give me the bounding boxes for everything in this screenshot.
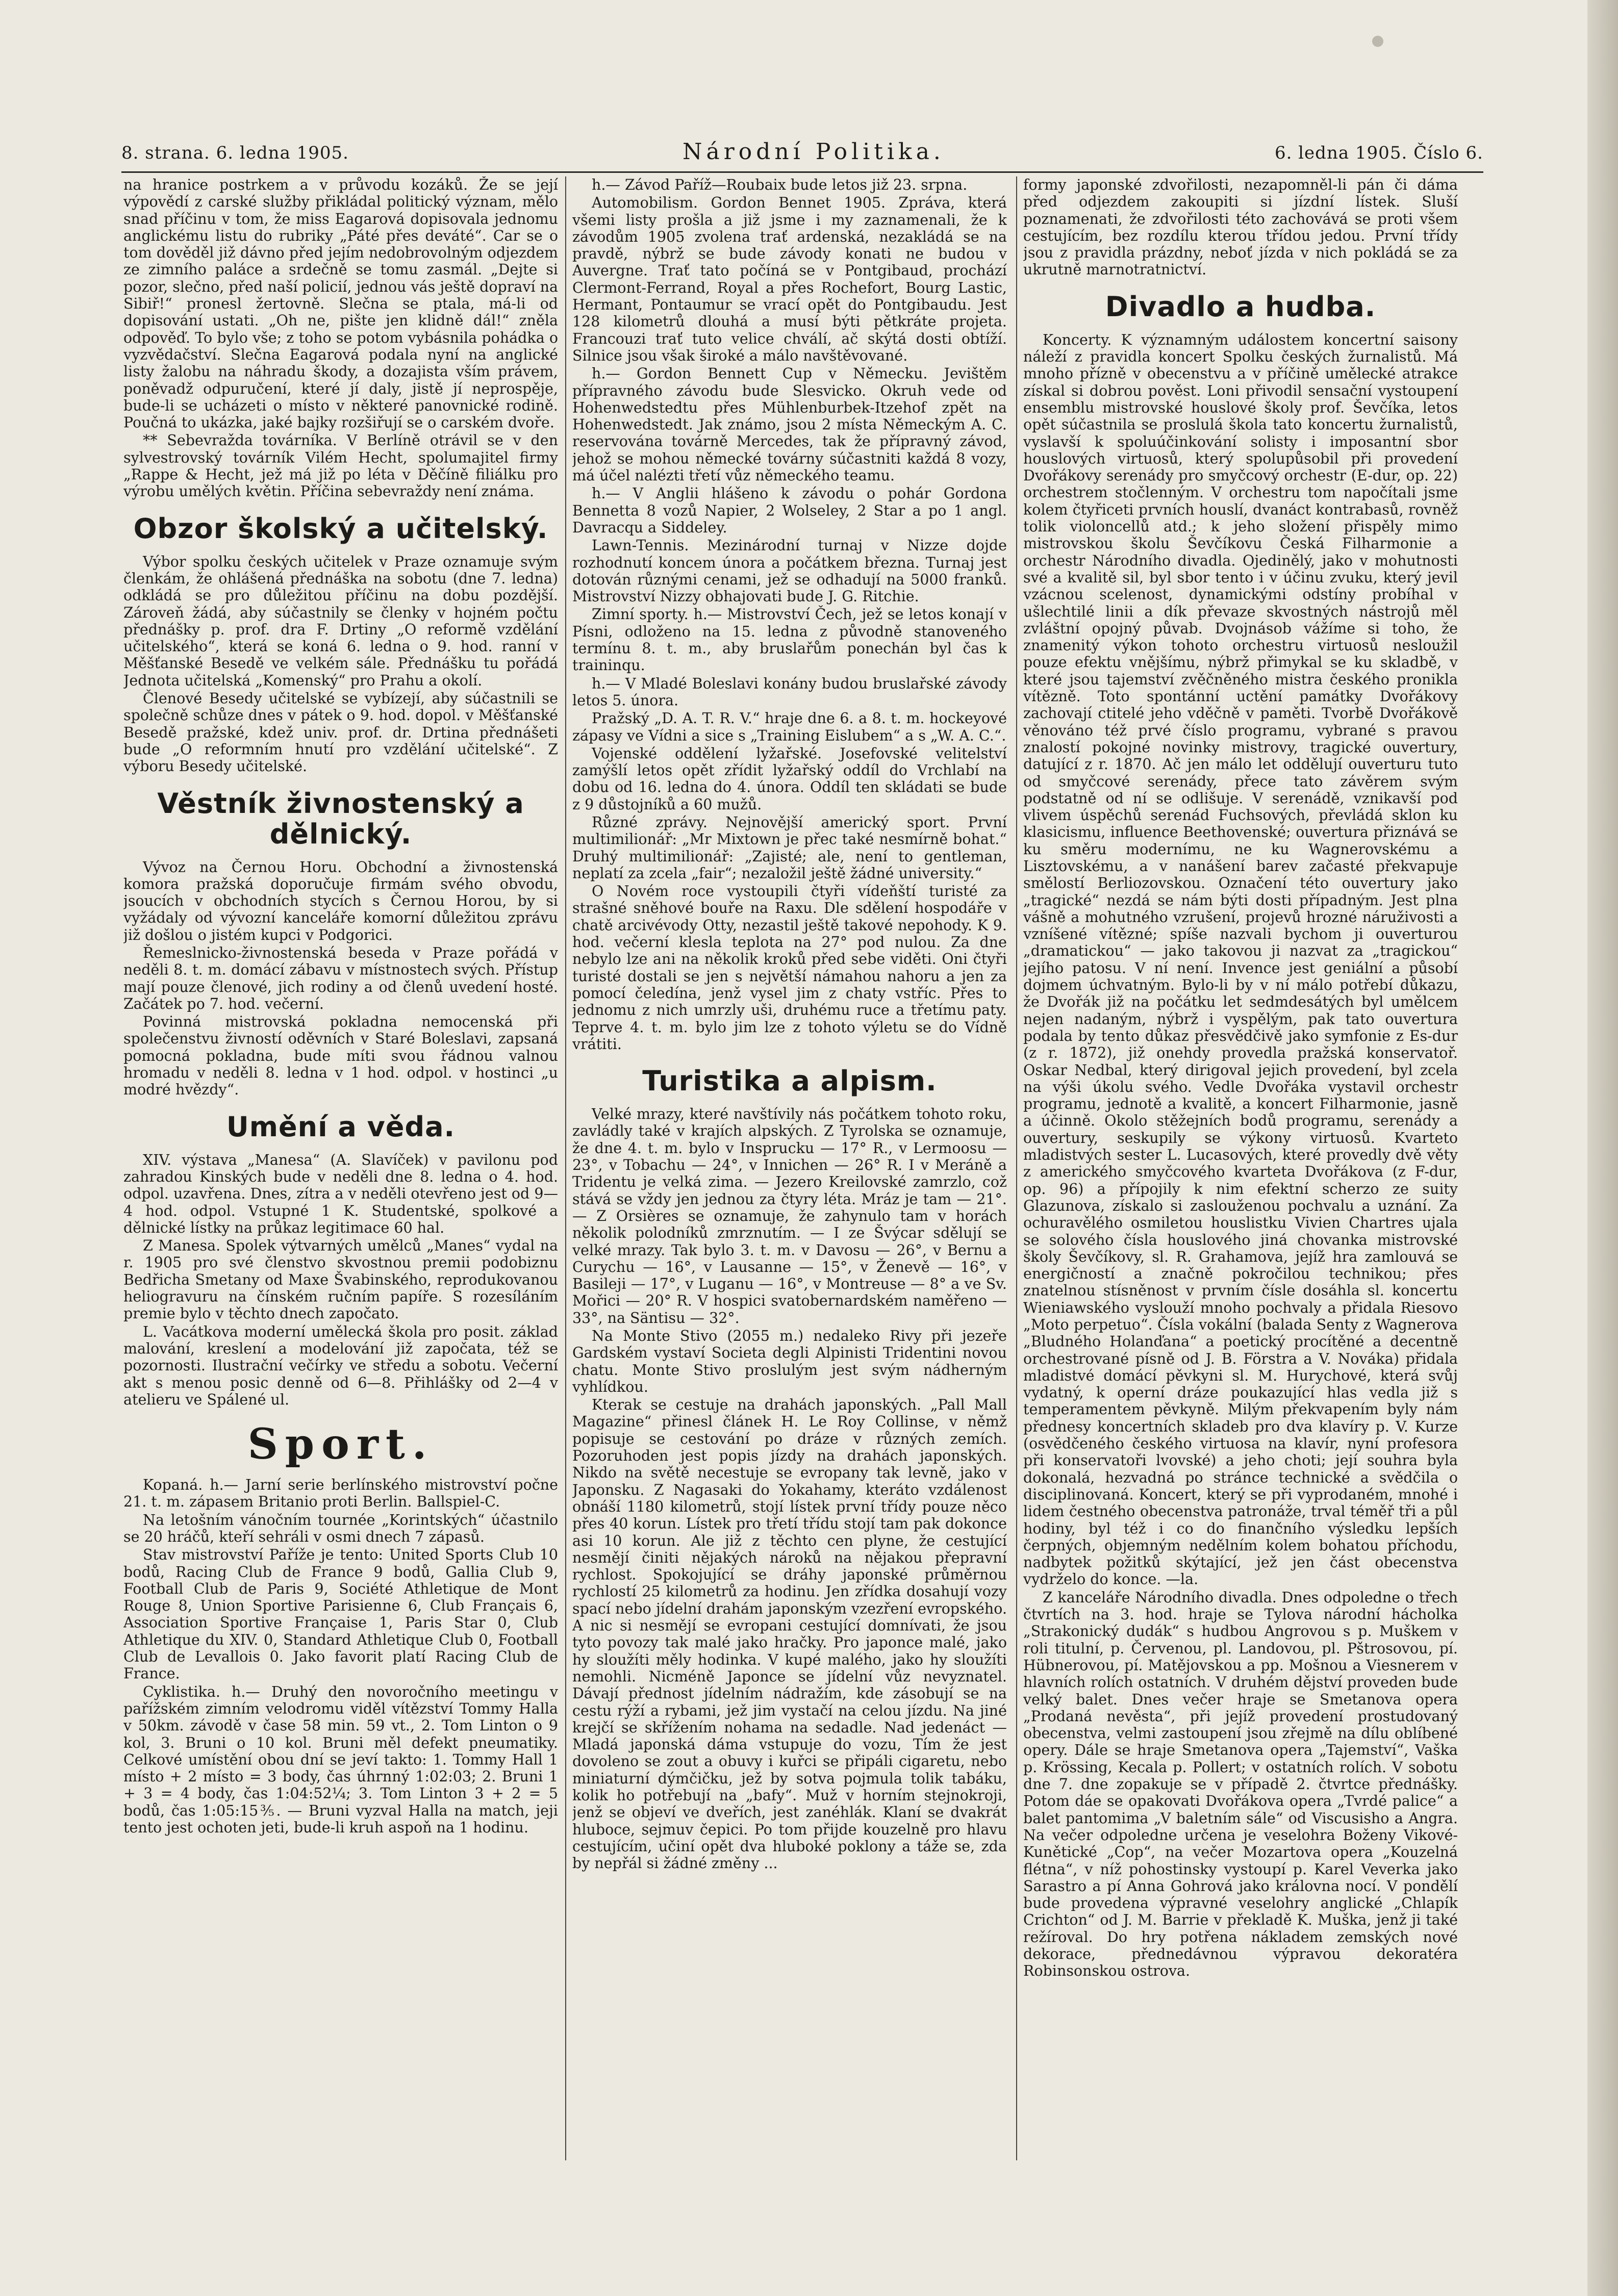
article-paragraph: Pražský „D. A. T. R. V.“ hraje dne 6. a 8. t. m. hockeyové zápasy ve Vídni a sice s „Training Eislubem“ a s „W. A. C.“.: [572, 710, 1007, 744]
article-paragraph: Řemeslnicko-živnostenská beseda v Praze pořádá v neděli 8. t. m. domácí zábavu v místnostech svých. Přístup mají pouze členové, jich rodiny a od členů uvedení hosté. Začátek po 7. hod. večerní.: [123, 944, 558, 1012]
article-paragraph: Výbor spolku českých učitelek v Praze oznamuje svým členkám, že ohlášená přednáška na sobotu (dne 7. ledna) odkládá se pro důležitou příčinu na dobu pozdější. Zároveň žádá, aby súčastnily se členky v hojném počtu přednášky p. prof. dra F. Drtiny „O reformě vzdělání učitelského“, která se koná 6. ledna o 9. hod. ranní v Měšťanské Besedě ve velkém sále. Přednášku tu pořádá Jednota učitelská „Komenský“ pro Prahu a okolí.: [123, 553, 558, 689]
article-paragraph: na hranice postrkem a v průvodu kozáků. Že se její výpovědí z carské služby přikládal politický význam, mělo snad příčinu v tom, že miss Eagarová dopisovala jednomu anglickému listu do rubriky „Páté přes deváté“. Car se o tom dověděl již dávno před jejím nedobrovolným odjezdem ze zimního paláce a srdečně se tomu zasmál. „Dejte si pozor, slečno, před naší policií, jednou vás ještě dopraví na Sibiř!“ pronesl žertovně. Slečna se ptala, má-li od dopisování ustati. „Oh ne, pište jen klidně dál!“ zněla odpověď. To bylo vše; z toho se potom vybásnila pohádka o vyzvědačství. Slečna Eagarová podala nyní na anglické listy žalobu na náhradu škody, a dozajista vším právem, poněvadž odpuručení, které jí daly, jistě jí neprospěje, bude-li se ucházeti o místo v některé panovnické rodině. Poučná to ukázka, jaké bajky rozšiřují se o carském dvoře.: [123, 176, 558, 431]
masthead-title: Národní Politika.: [682, 139, 945, 165]
article-paragraph: Na Monte Stivo (2055 m.) nedaleko Rivy při jezeře Gardském vystaví Societa degli Alpinisti Tridentini novou chatu. Monte Stivo proslulým jest svým nádherným vyhlídkou.: [572, 1328, 1007, 1395]
article-paragraph: Kopaná. h.— Jarní serie berlínského mistrovství počne 21. t. m. zápasem Britanio proti Berlin. Ballspiel-C.: [123, 1476, 558, 1511]
section-heading-trade: Věstník živnostenský a dělnický.: [157, 787, 524, 850]
article-paragraph: O Novém roce vystoupili čtyři vídeňští turisté za strašné sněhové bouře na Raxu. Dle sdělení hospodáře v chatě arcivévody Otty, nezastil ještě takové nepohody. K 9. hod. večerní klesla teplota na 27° pod nulou. Za dne nebylo lze ani na několik kroků před sebe viděti. Oni čtyři turisté dostali se jen s největší námahou nahoru a jen za pomocí čeledína, jenž vysel jim z chaty vstříc. Přes to jednomu z nich umrzly uši, druhému ruce a třetímu paty. Teprve 4. t. m. bylo jim lze z tohoto výletu se do Vídně vrátiti.: [572, 883, 1007, 1053]
column-2: [572, 176, 1007, 2160]
article-paragraph: Kterak se cestuje na drahách japonských. „Pall Mall Magazine“ přinesl článek H. Le Roy Collinse, v němž popisuje se cestování po dráze v různých zemích. Pozoruhoden jest popis jízdy na drahách japonských. Nikdo na světě necestuje se evropany tak levně, jako v Japonsku. Z Nagasaki do Yokahamy, kteráto vzdálenost obnáší 1180 kilometrů, stojí lístek první třídy pouze něco přes 40 korun. Lístek pro třetí třídu stojí tam pak dokonce asi 10 korun. Ale již z těchto cen plyne, že cestující nesmějí činiti nějakých nároků na nějakou přepravní rychlost. Spokojující se dráhy japonské průměrnou rychlostí 25 kilometrů za hodinu. Jen zřídka dosahují vozy spací nebo jídelní drahám japonským vzezření evropského. A nic si nesmějí se evropani cestující domnívati, že jsou tyto povozy tak malé jako hračky. Pro japonce malé, jako hy sloužíti měly hodinka. V kupé malého, jako hy sloužíti nemohli. Nicméně Japonce se jídelní vůz nevyznatel. Dávají přednost jídelním nádražím, kde zásobují se na cestu rýží a rybami, jež jim vystačí na celou jízdu. Na jiné krejčí se skřížením nohama na sedadle. Nad jedenáct — Mladá japonská dáma vstupuje do vozu, Tím že jest dovoleno se zout a obuvy i kuřci se připáli cigaretu, nebo miniaturní dýmčičku, jež by sotva pojmula tolik tabáku, kolik ho potřebují na „bafy“. Muž v horním stejnokroji, jenž se objeví ve dveřích, jest zanéhlák. Klaní se dvakrát hluboce, sejmuv čepici. Po tom přijde kouzelně pro hlavu cestujícím, učiní opět dva hluboké poklony a táže se, zda by nepřál si žádné změny ...: [572, 1396, 1007, 1872]
column-1: [123, 176, 558, 2160]
section-heading-tourism: Turistika a alpism.: [642, 1065, 937, 1098]
article-paragraph: Členové Besedy učitelské se vybízejí, aby súčastnili se společně schůze dnes v pátek o 9. hod. dopol. v Měšťanské Besedě pražské, kdež univ. prof. dr. Drtina přednášeti bude „O reformním hnutí pro vzdělání učitelské“. Z výboru Besedy učitelské.: [123, 690, 558, 775]
article-paragraph: Vývoz na Černou Horu. Obchodní a živnostenská komora pražská doporučuje firmám svého obvodu, jsoucích v obchodních stycích s Černou Horou, by si vyžádaly od vývozní kanceláře komorní důležitou zprávu již došlou o jistém kupci v Podgorici.: [123, 858, 558, 943]
page-edge-shadow: [1587, 0, 1618, 2296]
section-heading-theatre: Divadlo a hudba.: [1105, 290, 1376, 323]
column-rule: [565, 176, 566, 2160]
article-paragraph: Stav mistrovství Paříže je tento: United Sports Club 10 bodů, Racing Club de France 9 bodů, Gallia Club 9, Football Club de Paris 9, Société Athletique de Mont Rouge 8, Union Sportive Parisienne 6, Club Français 6, Association Sportive Française 1, Paris Star 0, Club Athletique du XIV. 0, Standard Athletique Club 0, Football Club de Levallois 0. Jako favorit platí Racing Club de France.: [123, 1546, 558, 1682]
running-header: [121, 139, 1483, 169]
article-paragraph: formy japonské zdvořilosti, nezapomněl-li pán či dáma před odjezdem zakoupiti si jízdní lístek. Sluší poznamenati, že zdvořilosti této zachovává se proti všem cestujícím, bez rozdílu kterou třídou jedou. První třídy jsou z pravidla prázdny, neboť jízda v nich pokládá se za ukrutně marnotratnictví.: [1023, 176, 1458, 278]
article-paragraph: Z Manesa. Spolek výtvarných umělců „Manes“ vydal na r. 1905 pro své členstvo skvostnou premii podobiznu Bedřicha Smetany od Maxe Švabinského, reprodukovanou heliogravuru na čínském ručním papíře. S rozesíláním premie bylo v těchto dnech započato.: [123, 1237, 558, 1322]
article-paragraph: Zimní sporty. h.— Mistrovství Čech, jež se letos konají v Písni, odloženo na 15. ledna z původně stanoveného termínu 8. t. m., aby bruslařům ponechán byl čas k traininqu.: [572, 606, 1007, 674]
header-rule: [121, 171, 1483, 173]
article-paragraph: L. Vacátkova moderní umělecká škola pro posit. základ malování, kreslení a modelování již započata, též se pozornosti. Ilustrační večírky ve středu a sobotu. Večerní akt s menou posic denně od 6—8. Přihlášky od 2—4 v atelieru ve Spálené ul.: [123, 1323, 558, 1408]
paper-blemish: [1372, 36, 1383, 47]
article-paragraph: ** Sebevražda továrníka. V Berlíně otrávil se v den sylvestrovský továrník Vilém Hecht, spolumajitel firmy „Rappe & Hecht, jež má již po léta v Děčíně filiálku pro výrobu umělých květin. Příčina sebevraždy není známa.: [123, 432, 558, 500]
article-paragraph: Velké mrazy, které navštívily nás počátkem tohoto roku, zavládly také v krajích alpských. Z Tyrolska se oznamuje, že dne 4. t. m. bylo v Insprucku — 17° R., v Lermoosu — 23°, v Tobachu — 24°, v Innichen — 26° R. I v Meráně a Tridentu je velká zima. — Jezero Kreilovské zamrzlo, což stává se vždy jen jednou za čtyry léta. Mráz je tam — 21°. — Z Orsières se oznamuje, že zahynulo tam v horách několik polodníků zmrznutím. — I ze Švýcar sdělují se velké mrazy. Tak bylo 3. t. m. v Davosu — 26°, v Bernu a Curychu — 16°, v Lausanne — 15°, v Ženevě — 16°, v Basileji — 17°, v Luganu — 16°, v Montreuse — 8° a ve Sv. Mořici — 20° R. V hospici svatobernardském naměřeno — 33°, na Säntisu — 32°.: [572, 1106, 1007, 1326]
article-paragraph: Lawn-Tennis. Mezinárodní turnaj v Nizze dojde rozhodnutí koncem února a počátkem března. Turnaj jest dotován různými cenami, jež se odhadují na 5000 franků. Mistrovství Nizzy obhajovati bude J. G. Ritchie.: [572, 537, 1007, 605]
article-paragraph: Cyklistika. h.— Druhý den novoročního meetingu v pařížském zimním velodromu viděl vítězství Tommy Halla v 50km. závodě v čase 58 min. 59 vt., 2. Tom Linton o 9 kol, 3. Bruni o 10 kol. Bruni měl defekt pneumatiky. Celkové umístění obou dní se jeví takto: 1. Tommy Hall 1 místo + 2 místo = 3 body, čas úhrnný 1:02:03; 2. Bruni 1 + 3 = 4 body, čas 1:04:52¼; 3. Tom Linton 3 + 2 = 5 bodů, čas 1:05:15⅗. — Bruni vyzval Halla na match, jeji tento jest ochoten jeti, bude-li kruh aspoň na 1 hodinu.: [123, 1683, 558, 1836]
article-paragraph: Vojenské oddělení lyžařské. Josefovské velitelství zamýšlí letos opět zřídit lyžařský oddíl do Vrchlabí na dobu od 16. ledna do 4. února. Oddíl ten skládati se bude z 9 důstojníků a 60 mužů.: [572, 745, 1007, 813]
section-heading-sport: Sport.: [247, 1420, 434, 1469]
article-paragraph: Z kanceláře Národního divadla. Dnes odpoledne o třech čtvrtích na 3. hod. hraje se Tylova národní hácholka „Strakonický dudák“ s hudbou Angrovou s p. Muškem v roli titulní, p. Červenou, pl. Landovou, pl. Pštrosovou, pí. Hübnerovou, pí. Matějovskou a pp. Mošnou a Viesnerem v hlavních rolích ostatních. V druhém dějství proveden bude velký balet. Dnes večer hraje se Smetanova opera „Prodaná nevěsta“, při jejíž provedení prostudovaný obecenstva, velmi zastoupení jsou zřejmě na dílu oblíbené opery. Dále se hraje Smetanova opera „Tajemství“, Vaška p. Krössing, Kecala p. Pollert; v ostatních rolích. V sobotu dne 7. dne zopakuje se v případě 2. čtvrtce přednášky. Potom dáe se opakovati Dvořákova opera „Tvrdé palice“ a balet pantomima „V baletním sále“ od Viscusisho a Angra. Na večer odpoledne určena je veselohra Boženy Vikové-Kunětické „Cop“, na večer Mozartova opera „Kouzelná flétna“, v níž pohostinsky vystoupí p. Karel Veverka jako Sarastro a pí Anna Gohrová jako královna nocí. V pondělí bude provedena výpravné veselohry anglické „Chlapík Crichton“ od J. M. Barrie v překladě K. Muška, jenž ji také režíroval. Do hry potřena nákladem zemských nové dekorace, přednedávnou výpravou dekoratéra Robinsonskou ostrova.: [1023, 1589, 1458, 1980]
column-3: [1023, 176, 1458, 2160]
article-paragraph: h.— Gordon Bennett Cup v Německu. Jevištěm přípravného závodu bude Slesvicko. Okruh vede od Hohenwedstedtu přes Mühlenburbek-Itzehof zpět na Hohenwedstedt. Jak známo, jsou 2 místa Německým A. C. reservována továrně Mercedes, tak že přípravný závod, jehož se mohou německé továrny súčastniti každá 8 vozy, má účel nalézti třetí vůz německého teamu.: [572, 365, 1007, 484]
article-paragraph: h.— V Mladé Boleslavi konány budou bruslařské závody letos 5. února.: [572, 675, 1007, 709]
column-rule: [1016, 176, 1017, 2160]
article-paragraph: XIV. výstava „Manesa“ (A. Slavíček) v pavilonu pod zahradou Kinských bude v neděli dne 8. ledna o 4. hod. odpol. uzavřena. Dnes, zítra a v neděli otevřeno jest od 9—4 hod. odpol. Vstupné 1 K. Studentské, spolkové a dělnické lístky na průkaz legitimace 60 hal.: [123, 1151, 558, 1236]
article-paragraph: h.— Závod Paříž—Roubaix bude letos již 23. srpna.: [592, 176, 968, 193]
header-issue-number: 6. ledna 1905. Číslo 6.: [1274, 143, 1483, 163]
section-heading-art: Umění a věda.: [226, 1110, 456, 1143]
section-heading-school: Obzor školský a učitelský.: [133, 512, 548, 545]
article-paragraph: h.— V Anglii hlášeno k závodu o pohár Gordona Bennetta 8 vozů Napier, 2 Wolseley, 2 Star a po 1 angl. Davracqu a Siddeley.: [572, 485, 1007, 536]
article-paragraph: Automobilism. Gordon Bennet 1905. Zpráva, která všemi listy prošla a již jsme i my zaznamenali, že k závodům 1905 zvolena trať ardenská, nezakládá se na pravdě, nýbrž se bude závody konati ne budou v Auvergne. Trať tato počíná se v Pontgibaud, prochází Clermont-Ferrand, Royal a přes Rochefort, Bourg Lastic, Hermant, Pontaumur se vrací opět do Pontgibaudu. Jest 128 kilometrů dlouhá a musí býti pětkráte projeta. Francouzi trať tuto velice chválí, ač skýtá dosti obtíží. Silnice jsou však široké a málo navštěvované.: [572, 194, 1007, 364]
article-paragraph: Na letošním vánočním tournée „Korintských“ účastnilo se 20 hráčů, kteří sehráli v osmi dnech 7 zápasů.: [123, 1511, 558, 1545]
header-page-date: 8. strana. 6. ledna 1905.: [121, 143, 349, 163]
article-paragraph: Povinná mistrovská pokladna nemocenská při společenstvu živností oděvních v Staré Boleslavi, zapsaná pomocná pokladna, bude míti svou řádnou valnou hromadu v neděli 8. ledna v 1 hod. odpol. v hostinci „u modré hvězdy“.: [123, 1013, 558, 1099]
article-paragraph: Různé zprávy. Nejnovější americký sport. První multimilionář: „Mr Mixtown je přec také nesmírně bohat.“ Druhý multimilionář: „Zajisté; ale, není to gentleman, neplatí za zcela „fair“; nezaložil ještě žádné university.“: [572, 813, 1007, 882]
article-paragraph: Koncerty. K významným událostem koncertní saisony náleží z pravidla koncert Spolku českých žurnalistů. Má mnoho přízně v obecenstvu a v příčině umělecké atrakce získal si dobrou pověst. Loni přivodil sensační vystoupení ensemblu mistrovské houslové školy prof. Ševčíka, letos opět súčastnila se proslulá škola tato koncertu žurnalistů, vyslavší k spoluúčinkování solisty i imposantní sbor houslových virtuosů, který spolupůsobil při provedení Dvořákovy serenády pro smyčcový orchestr (E-dur, op. 22) orchestrem stočlenným. V orchestru tom napočítali jsme kolem čtyřiceti prvních houslí, dvanáct kontrabasů, rovněž tolik violoncellů atd.; k jeho složení přispěly mimo mistrovskou školu Ševčíkovu Česká Filharmonie a orchestr Národního divadla. Ojedinělý, jako v mohutnosti své a kvalitě sil, byl sbor tento i v účinu zvuku, který jevil vzácnou scelenost, dynamickými odstíny probíhal v ušlechtilé linii a dík převaze skvostných nástrojů měl zvláštní opojný půvab. Dvojnásob vážíme si toho, že znamenitý výkon tohoto orchestru virtuosů nesloužil pouze efektu vnějšímu, nýbrž přimykal se ku skladbě, v které jsou tajemství zvěčněného mistra českého pronikla vítězně. Toto spontánní uctění památky Dvořákovy zachovají ctitelé jeho vděčně v paměti. Tvorbě Dvořákově věnováno též prvé číslo programu, vybrané s pravou znalostí pokojné novinky mistrovy, tragické ouvertury, datující z r. 1870. Ač jen málo let oddělují ouverturu tuto od smyčcové serenády, přece tato závěrem svým podstatně od ní se odlišuje. V serenádě, vznikavší pod vlivem úspěchů serenád Fuchsových, převládá sklon ku klasicismu, influence Beethovenské; ouvertura přiznává se ku směru modernímu, ne ku Wagnerovskému a Lisztovskému, a v nanášení barev začasté překvapuje smělostí Berliozovskou. Označení této ouvertury jako „tragické“ nezdá se nám býti dosti případným. Jest plna vášně a mohutného vzrušení, projevů hrozné náruživosti a vzníšené vítězné; spíše nazvali bychom ji ouverturou „dramatickou“ — jako takovou ji nazvat za „tragickou“ jejího patosu. V ní není. Invence jest geniální a působí dojmem úchvatným. Bylo-li by v ní málo potřebí důkazu, že Dvořák již na počátku let sedmdesátých byl umělcem nejen nadaným, nýbrž i vyspělým, pak tato ouvertura podala by tento důkaz přesvědčivě jako symfonie z Es-dur (z r. 1872), již onehdy provedla pražská konservatoř. Oskar Nedbal, který dirigoval jejich provedení, byl zcela na výši úkolu svého. Vedle Dvořáka vystavil orchestr programu, jednotě a kvalitě, a koncert Filharmonie, jasně a účinně. Okolo stěžejních bodů programu, serenády a ouvertury, seskupily se výkony virtuosů. Kvarteto mladistvých sester L. Lucasových, které provedly dvě věty z amerického smyčcového kvarteta Dvořákova (z F-dur, op. 96) a přípojily k nim efektní scherzo ze suity Glazunova, získalo si zaslouženou pochvalu a uznání. Za ochuravělého osmiletou houslistku Vivien Chartres ujala se solového čísla houslového jiná chovanka mistrovské školy Ševčíkovy, sl. R. Grahamova, jejíž hra zamlouvá se energičností a značně pokročilou technikou; přes znatelnou stísněnost v prvním čísle dosáhla sl. koncertu Wieniawského vyslouží mnoho pochvaly a přidala Riesovo „Moto perpetuo“. Čísla vokální (balada Senty z Wagnerova „Bludného Holanďana“ a poetický procítěné a decentně orchestrované písně od J. B. Förstra a V. Nováka) přidala mladistvé domácí pěvkyni sl. M. Hurychové, která svůj vydatný, k operní dráze poukazující hlas vedla již s temperamentem pěvkyně. Milým překvapením byly nám přednesy koncertních skladeb pro dva klavíry p. V. Kurze (osvědčeného českého virtuosa na klavír, nyní profesora při konservatoři lvovské) a jeho choti; její souhra byla dokonalá, hezvadná po stránce technické a svědčila o disciplinovaná. Koncert, který se při vyprodaném, mnohé i lidem čestného obecenstva patronáže, trval téměř tři a půl hodiny, byl též i co do finančního výsledku lepších čerpných, objemným nedělním kolem bohatou příchodu, nadbytek požitků skýtající, jež jen část obecenstva vydrželo do konce. —la.: [1023, 331, 1458, 1588]
